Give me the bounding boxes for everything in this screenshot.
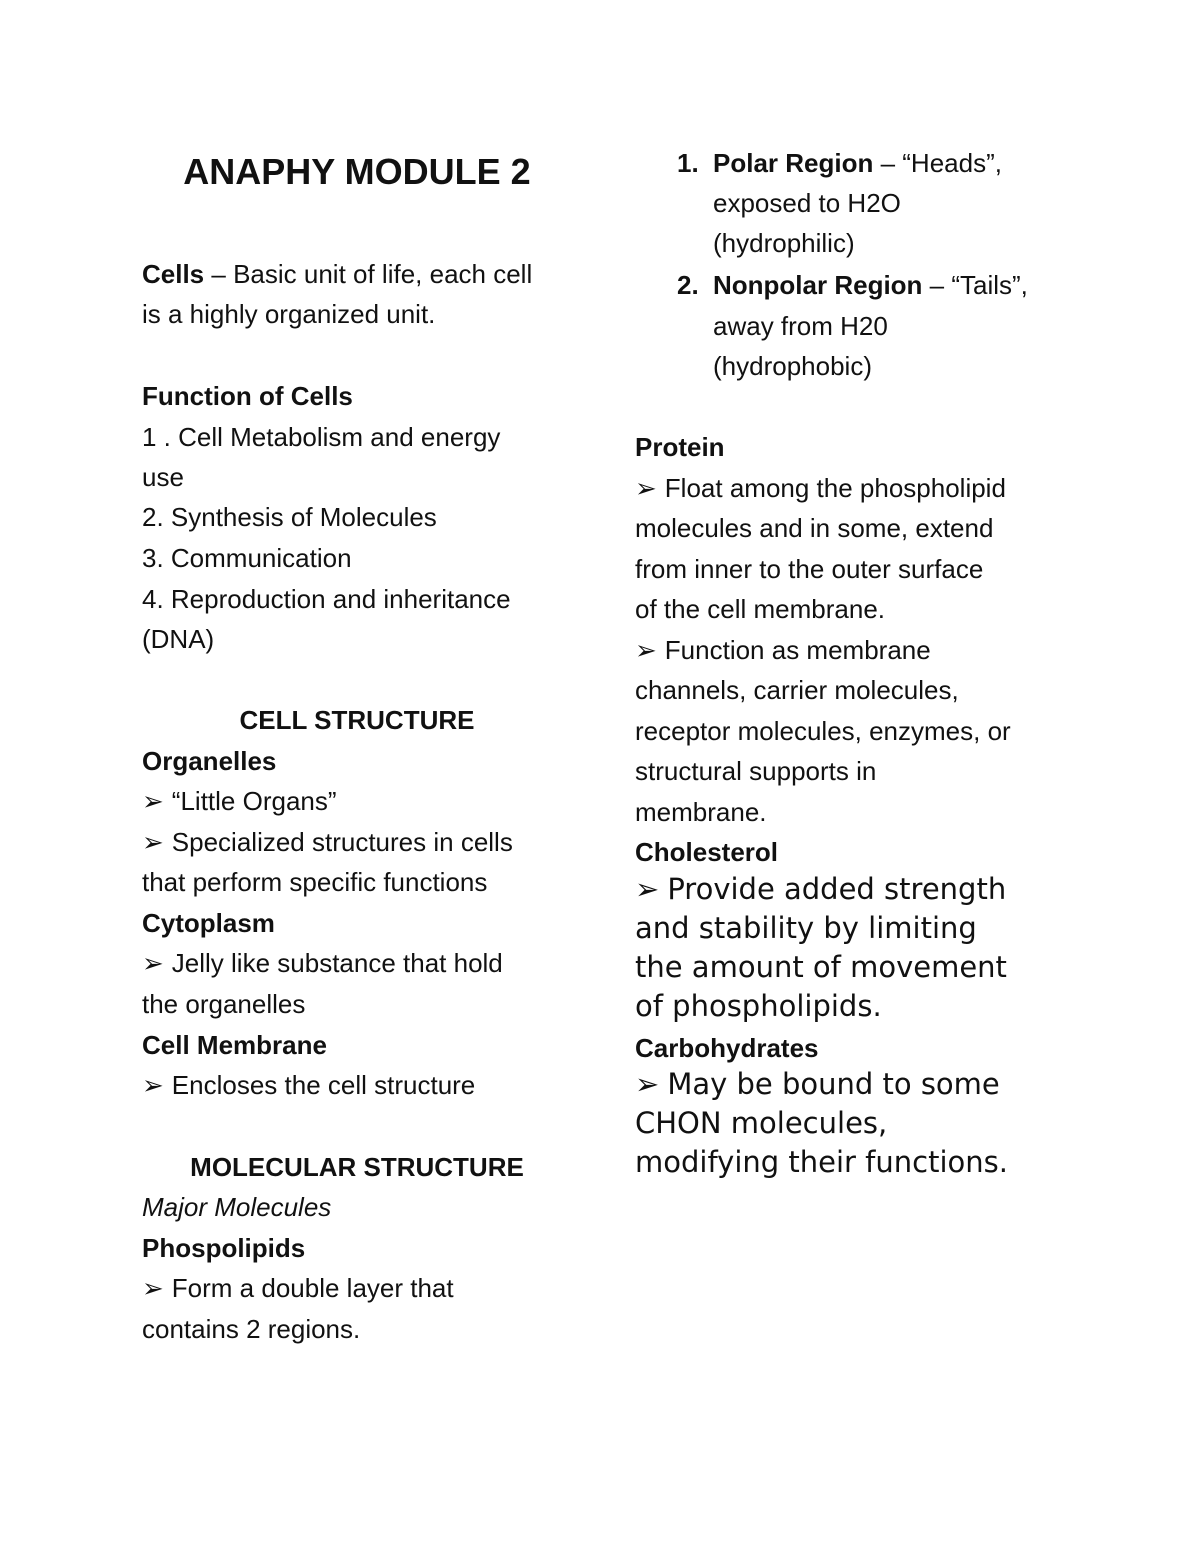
protein-bullet-1: ➢ Float among the phospholipid <box>635 473 1006 503</box>
arrow-bullet-icon: ➢ <box>635 635 657 665</box>
function-item: use <box>142 462 184 492</box>
cells-term: Cells <box>142 259 205 289</box>
region-line: (hydrophilic) <box>713 228 855 258</box>
protein-line: from inner to the outer surface <box>635 554 984 584</box>
phospholipids-bullet-cont: contains 2 regions. <box>142 1314 361 1344</box>
arrow-bullet-icon: ➢ <box>635 872 660 906</box>
carbohydrates-bullet: ➢ May be bound to some <box>635 1067 1000 1101</box>
membrane-heading: Cell Membrane <box>142 1030 327 1060</box>
cytoplasm-bullet: ➢ Jelly like substance that hold <box>142 948 503 978</box>
arrow-bullet-icon: ➢ <box>635 1067 660 1101</box>
protein-line: of the cell membrane. <box>635 594 886 624</box>
function-item: 2. Synthesis of Molecules <box>142 502 437 532</box>
region-term: Nonpolar Region <box>713 270 923 300</box>
phospholipids-heading: Phospolipids <box>142 1233 306 1263</box>
membrane-bullet: ➢ Encloses the cell structure <box>142 1070 476 1100</box>
page-title: ANAPHY MODULE 2 <box>183 151 531 192</box>
function-heading: Function of Cells <box>142 381 353 411</box>
cells-def: – Basic unit of life, each cell <box>211 259 533 289</box>
function-item: (DNA) <box>142 624 215 654</box>
major-molecules: Major Molecules <box>142 1192 332 1222</box>
arrow-bullet-icon: ➢ <box>142 827 164 857</box>
arrow-bullet-icon: ➢ <box>142 786 164 816</box>
phospholipids-bullet: ➢ Form a double layer that <box>142 1273 454 1303</box>
function-item: 4. Reproduction and inheritance <box>142 584 511 614</box>
molecular-heading: MOLECULAR STRUCTURE <box>190 1152 524 1182</box>
protein-line: channels, carrier molecules, <box>635 675 959 705</box>
region-number: 1. <box>677 148 699 178</box>
organelles-bullet-2: ➢ Specialized structures in cells <box>142 827 513 857</box>
cells-def-line2: is a highly organized unit. <box>142 299 436 329</box>
region-line: (hydrophobic) <box>713 351 872 381</box>
carbohydrates-line: modifying their functions. <box>635 1145 1008 1179</box>
cytoplasm-heading: Cytoplasm <box>142 908 275 938</box>
arrow-bullet-icon: ➢ <box>142 1070 164 1100</box>
protein-line: molecules and in some, extend <box>635 513 994 543</box>
function-item: 1 . Cell Metabolism and energy <box>142 422 501 452</box>
cholesterol-line: and stability by limiting <box>635 911 977 945</box>
region-line: exposed to H2O <box>713 188 901 218</box>
region-number: 2. <box>677 270 699 300</box>
protein-bullet-2: ➢ Function as membrane <box>635 635 931 665</box>
carbohydrates-heading: Carbohydrates <box>635 1033 819 1063</box>
cytoplasm-bullet-cont: the organelles <box>142 989 306 1019</box>
cholesterol-line: the amount of movement <box>635 950 1007 984</box>
carbohydrates-line: CHON molecules, <box>635 1106 888 1140</box>
region-desc: – “Heads”, <box>873 148 1002 178</box>
cholesterol-line: of phospholipids. <box>635 989 882 1023</box>
arrow-bullet-icon: ➢ <box>142 1273 164 1303</box>
cells-definition <box>142 257 532 291</box>
protein-line: membrane. <box>635 797 767 827</box>
arrow-bullet-icon: ➢ <box>635 473 657 503</box>
protein-line: structural supports in <box>635 756 877 786</box>
function-item: 3. Communication <box>142 543 352 573</box>
region-term: Polar Region <box>713 148 874 178</box>
organelles-heading: Organelles <box>142 746 277 776</box>
protein-line: receptor molecules, enzymes, or <box>635 716 1011 746</box>
organelles-bullet-1: ➢ “Little Organs” <box>142 786 337 816</box>
arrow-bullet-icon: ➢ <box>142 948 164 978</box>
cell-structure-heading: CELL STRUCTURE <box>239 705 475 735</box>
cholesterol-bullet: ➢ Provide added strength <box>635 872 1007 906</box>
protein-heading: Protein <box>635 432 725 462</box>
region-line: away from H20 <box>713 311 888 341</box>
cholesterol-heading: Cholesterol <box>635 837 779 867</box>
organelles-bullet-2-cont: that perform specific functions <box>142 867 488 897</box>
region-desc: – “Tails”, <box>922 270 1028 300</box>
